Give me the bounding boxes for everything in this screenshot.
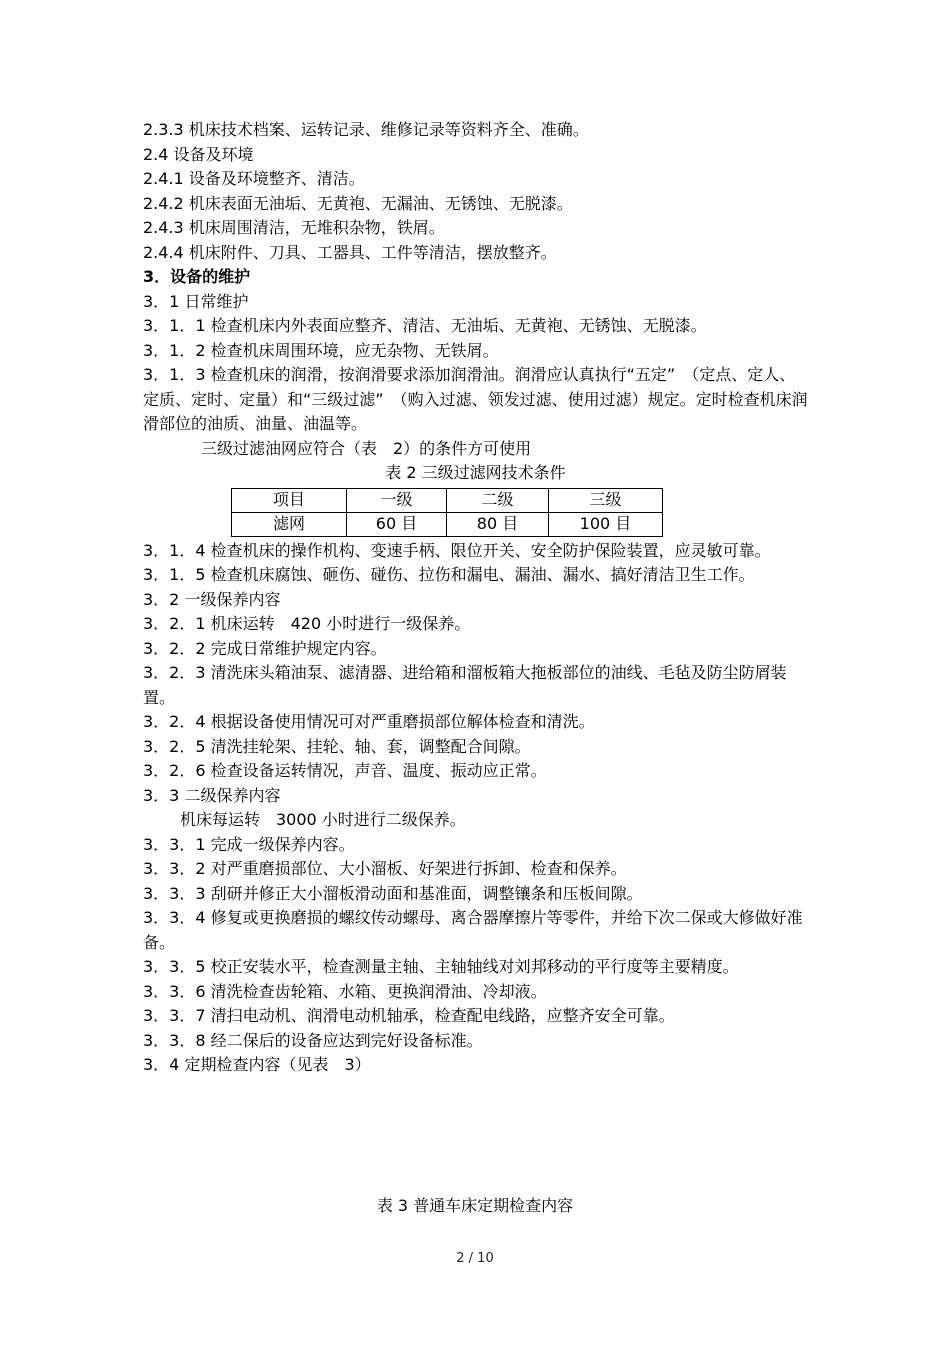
paragraph-3-2-2: 3．2．2 完成日常维护规定内容。 (143, 638, 387, 658)
paragraph-3-2-6: 3．2．6 检查设备运转情况，声音、温度、振动应正常。 (143, 761, 547, 780)
heading-3-4: 3．4 定期检查内容（见表 3） (143, 1055, 371, 1074)
paragraph-3-3-5: 3．3．5 校正安装水平，检查测量主轴、主轴轴线对刘邦移动的平行度等主要精度。 (143, 957, 739, 976)
heading-2-4: 2.4 设备及环境 (143, 144, 254, 164)
table2-header-cell: 项目 (232, 488, 347, 512)
paragraph-3-3-7: 3．3．7 清扫电动机、润滑电动机轴承，检查配电线路，应整齐安全可靠。 (143, 1006, 675, 1025)
table2-data-cell: 滤网 (232, 512, 347, 536)
table2-data-cell: 80 目 (447, 512, 549, 536)
heading-3-1: 3．1 日常维护 (143, 291, 249, 311)
table2-filter-specs (231, 488, 663, 537)
table2-data-cell: 100 目 (549, 512, 663, 536)
table2-header-cell: 一级 (347, 488, 447, 512)
table2-data-cell: 60 目 (347, 512, 447, 536)
paragraph-3-3-2: 3．3．2 对严重磨损部位、大小溜板、好架进行拆卸、检查和保养。 (143, 859, 627, 878)
paragraph-3-1-2: 3．1．2 检查机床周围环境，应无杂物、无铁屑。 (143, 340, 499, 360)
table2-header-row (232, 488, 663, 512)
paragraph-2-3-3: 2.3.3 机床技术档案、运转记录、维修记录等资料齐全、准确。 (143, 120, 589, 139)
paragraph-3-3-6: 3．3．6 清洗检查齿轮箱、水箱、更换润滑油、冷却液。 (143, 981, 547, 1001)
table2-header-cell: 二级 (447, 488, 549, 512)
heading-3: 3．设备的维护 (143, 267, 251, 286)
table2-data-row (232, 512, 663, 536)
paragraph-3-3-3: 3．3．3 刮研并修正大小溜板滑动面和基准面，调整镶条和压板间隙。 (143, 883, 643, 903)
paragraph-2-4-4: 2.4.4 机床附件、刀具、工器具、工件等清洁，摆放整齐。 (143, 242, 557, 262)
paragraph-3-2-4: 3．2．4 根据设备使用情况可对严重磨损部位解体检查和清洗。 (143, 712, 595, 731)
paragraph-3-1-5: 3．1．5 检查机床腐蚀、砸伤、碰伤、拉伤和漏电、漏油、漏水、搞好清洁卫生工作。 (143, 565, 755, 584)
paragraph-3-3-1: 3．3．1 完成一级保养内容。 (143, 834, 355, 854)
table2-title: 表 2 三级过滤网技术条件 (385, 463, 566, 482)
page-number: 2 / 10 (456, 1251, 494, 1266)
paragraph-3-1-4: 3．1．4 检查机床的操作机构、变速手柄、限位开关、安全防护保险装置，应灵敏可靠。 (143, 540, 771, 560)
paragraph-3-3-4: 3．3．4 修复或更换磨损的螺纹传动螺母、离合器摩擦片等零件，并给下次二保或大修做好准备。 (143, 908, 803, 952)
heading-3-2: 3．2 一级保养内容 (143, 589, 281, 609)
table2-header-cell: 三级 (549, 488, 663, 512)
paragraph-2-4-2: 2.4.2 机床表面无油垢、无黄袍、无漏油、无锈蚀、无脱漆。 (143, 193, 573, 213)
paragraph-3-1-1: 3．1．1 检查机床内外表面应整齐、清洁、无油垢、无黄袍、无锈蚀、无脱漆。 (143, 316, 707, 335)
table3-title: 表 3 普通车床定期检查内容 (376, 1196, 574, 1215)
filter-intro-text: 三级过滤油网应符合（表 2）的条件方可使用 (201, 438, 532, 458)
paragraph-3-2-5: 3．2．5 清洗挂轮架、挂轮、轴、套，调整配合间隙。 (143, 736, 531, 756)
heading-3-3: 3．3 二级保养内容 (143, 785, 281, 805)
paragraph-3-1-3: 3．1．3 检查机床的润滑，按润滑要求添加润滑油。润滑应认真执行“五定” （定点、定人、定质、定时、定量）和“三级过滤” （购入过滤、领发过滤、使用过滤）规定。定时检查机床润滑部位的油质、油量、油温等。 (143, 365, 808, 433)
paragraph-3-2-1: 3．2．1 机床运转 420 小时进行一级保养。 (143, 614, 471, 633)
paragraph-3-2-3: 3．2．3 清洗床头箱油泵、滤清器、进给箱和溜板箱大拖板部位的油线、毛毡及防尘防屑装置。 (143, 663, 787, 707)
paragraph-3-3-8: 3．3．8 经二保后的设备应达到完好设备标准。 (143, 1030, 483, 1050)
document-body (143, 118, 808, 1078)
paragraph-2-4-1: 2.4.1 设备及环境整齐、清洁。 (143, 169, 365, 188)
paragraph-2-4-3: 2.4.3 机床周围清洁，无堆积杂物，铁屑。 (143, 218, 445, 237)
paragraph-3-3-intro: 机床每运转 3000 小时进行二级保养。 (180, 810, 466, 829)
